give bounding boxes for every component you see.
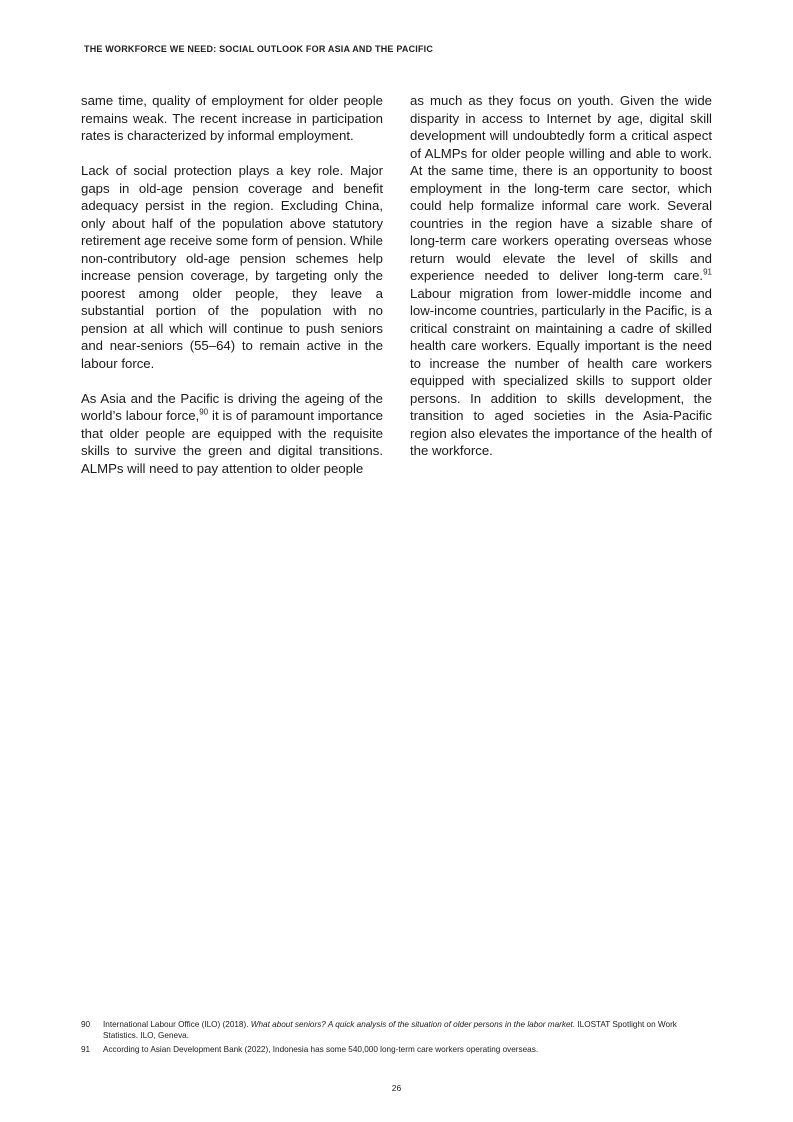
footnote-ref-90[interactable]: 90 [199,407,209,417]
paragraph-text: it is of paramount importance that older people are equipped with the requisite skills to survive the green and digital transitions. ALMPs will need to pay attention to older people [81,408,383,476]
footnote-source: International Labour Office (ILO) (2018). [103,1020,251,1029]
paragraph: Lack of social protection plays a key role. Major gaps in old-age pension coverage and benefit adequacy persist in the region. Excluding China, only about half of the population above statutory retirement age receive some form of pension. While non-contributory old-age pension schemes help increase pension coverage, by targeting only the poorest among older people, they leave a substantial portion of the population with no pension at all which will continue to push seniors and near-seniors (55–64) to remain active in the labour force. [81,163,383,371]
footnote-text [103,1019,711,1041]
paragraph-text: as much as they focus on youth. Given the wide disparity in access to Internet by age, digital skill development will undoubtedly form a critical aspect of ALMPs for older people willing and able to work. At the same time, there is an opportunity to boost employment in the long-term care sector, which could help formalize informal care work. Several countries in the region have a sizable share of long-term care workers operating overseas whose return would elevate the level of skills and experience needed to deliver long-term care. [410,93,712,283]
paragraph-text: Labour migration from lower-middle income and low-income countries, particularly in the Pacific, is a critical constraint on maintaining a cadre of skilled health care workers. Equally important is the need to increase the number of health care workers equipped with specialized skills to support older persons. In addition to skills development, the transition to aged societies in the Asia-Pacific region also elevates the importance of the health of the workforce. [410,285,712,458]
footnote-number: 90 [81,1020,91,1029]
footnote-text: According to Asian Development Bank (2022), Indonesia has some 540,000 long-term care workers operating overseas. [103,1045,539,1054]
left-column [81,92,383,477]
footnote-publisher: ILOSTAT Spotlight on Work Statistics. ILO, Geneva. [103,1020,677,1040]
paragraph [81,390,383,478]
paragraph-text: As Asia and the Pacific is driving the ageing of the world’s labour force, [81,390,383,423]
footnote-90 [81,1019,711,1041]
paragraph [410,92,712,460]
footnote-91 [81,1044,711,1055]
footnote-ref-91[interactable]: 91 [703,267,712,277]
footnote-title: What about seniors? A quick analysis of the situation of older persons in the labor market. [250,1020,576,1029]
page-number: 26 [391,1083,402,1093]
right-column [410,92,712,460]
paragraph: same time, quality of employment for older people remains weak. The recent increase in participation rates is characterized by informal employment. [81,93,383,143]
running-header: THE WORKFORCE WE NEED: SOCIAL OUTLOOK FOR ASIA AND THE PACIFIC [84,44,434,54]
footnote-number: 91 [81,1045,91,1054]
footnotes [81,1019,711,1058]
